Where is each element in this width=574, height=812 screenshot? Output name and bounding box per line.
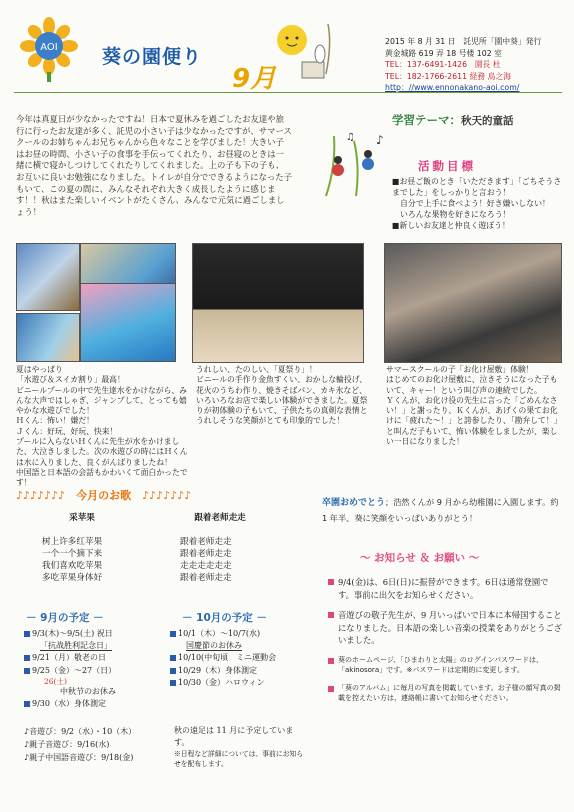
schedule-item: 10/29（木）身体測定 bbox=[178, 665, 258, 675]
goal-item: 自分で上手に食べよう！好き嫌いしない！ bbox=[400, 199, 550, 208]
october-schedule-title: － 10月の予定 － bbox=[182, 612, 267, 624]
theme-value: 秋天的童話 bbox=[461, 115, 514, 127]
notice-item bbox=[328, 609, 564, 647]
song-line: 树上许多红苹果 bbox=[42, 537, 103, 547]
photo-summer-festival bbox=[192, 243, 364, 363]
caption-haunted-house: サマースクールの子「お化け屋敷」体験！ はじめてのお化け屋敷に、泣きそうになった子もいて、キャー！という叫び声の連続でした。 Ｙくんが、お化け役の先生に言った「ごめんなさい！」と謝ったり、Ｋくんが、あげくの果てお化けに「疲れた〜！」と誇参したり、「勘弁して！」と叫んだ子もいて、怖い体験をしましたが、楽しい一日になりました！ bbox=[386, 365, 562, 447]
caption-water-play: 夏はやっぱり 「水遊び＆スイカ割り」最高！ ビニールプールの中で先生達水をかけながら、みんな大声ではしゃぎ、ジャンプして、とっても嬉やかな水遊びでした！ Ｈくん：怖い！嫌だ！ Ｊくん：好玩、好玩、快来！ プールに入らないＨくんに先生が水をかけました、大泣きしました。次の水遊びの時にはＨくんは水に入りました、良くがんばりましたね！ 中国語と日本語の会話もかわいくて面白かったです！ bbox=[16, 365, 188, 488]
schedule-item: 中秋节のお休み bbox=[60, 686, 116, 696]
logo-text: AOI bbox=[40, 42, 58, 53]
issue-line: 2015 年 8 月 31 日 託児所「園中葵」発行 bbox=[385, 37, 542, 46]
handwritten-correction: 26(土) bbox=[44, 676, 67, 686]
autumn-excursion-note bbox=[174, 725, 304, 769]
schedule-item: 10/1（木）～10/7(水) bbox=[178, 629, 261, 638]
theme-label: 学習テーマ： bbox=[392, 113, 461, 127]
schedule-item: 10/10(中旬頃 ミニ運動会 bbox=[178, 653, 277, 663]
svg-text:♪: ♪ bbox=[376, 133, 384, 147]
month-label: 9月 bbox=[232, 64, 277, 94]
notice-title: ～ お知らせ ＆ お願い ～ bbox=[360, 552, 480, 564]
schedule-item: 10/30（金）ハロウィン bbox=[178, 677, 265, 687]
schedule-item: 9/25（金）～27（日） bbox=[32, 665, 117, 675]
caption-summer-festival: うれしい、たのしい、「夏祭り」！ ビニールの手作り金魚すくい、おかしな輪投げ、花火のうちわ作り、焼きそばパン、カキ氷など、いろいろなお店で楽しい体験ができました。夏祭りが初体験の子もいて、子供たちの真剣な表情とうれしそうな笑顔がとても印象的でした！ bbox=[196, 365, 368, 426]
notice-item bbox=[328, 655, 564, 675]
schedule-item: 9/30（水）身体測定 bbox=[32, 699, 106, 709]
goal-item: ■お昼ご飯のとき「いただきます」「ごちそうさまでした」をしっかりと言おう！ bbox=[392, 177, 562, 197]
notice-item bbox=[328, 576, 564, 601]
notice-text: 「葵のアルバム」に毎月の写真を掲載しています。お子様の顔写真の掲載を控えたい方は、連絡帳に書いてお知らせください。 bbox=[338, 683, 561, 703]
autumn-note: ※日程など詳細については、事前にお知らせを配布します。 bbox=[174, 750, 304, 768]
graduation-text: ；浩然くんが 9 月から幼稚園に入園します。約 1 年半、葵に笑顔をいっぱいありがとう！ bbox=[322, 497, 559, 523]
music-play-schedule bbox=[24, 725, 174, 764]
september-schedule-title: － 9月の予定 － bbox=[26, 612, 104, 624]
september-schedule bbox=[24, 628, 170, 710]
song-2 bbox=[180, 512, 300, 584]
goal-item: ■新しいお友達と仲良く遊ぼう！ bbox=[392, 221, 510, 230]
learning-theme bbox=[392, 112, 514, 128]
song-of-month-title: ♪♪♪♪♪♪♪ 今月のお歌 ♪♪♪♪♪♪♪ bbox=[16, 489, 192, 502]
graduation-label: 卒園おめでとう bbox=[322, 498, 386, 508]
photo-water-play-1 bbox=[16, 243, 80, 311]
tel-2: TEL：182-1766-2611 経務 鳥之海 bbox=[385, 71, 511, 81]
photo-water-play-4 bbox=[80, 283, 176, 362]
song-1-title: 采苹果 bbox=[69, 513, 95, 523]
newsletter-title: 葵の園便り bbox=[102, 46, 203, 68]
notice-text: 9/4(金)は、6日(日)に振替ができます。6日は通常登園です。事前に出欠をお知らせください。 bbox=[338, 577, 549, 600]
aoi-logo bbox=[14, 16, 84, 82]
song-line: 走走走走走走 bbox=[180, 561, 232, 571]
header-divider bbox=[14, 92, 562, 93]
song-2-title: 跟着老师走走 bbox=[194, 513, 246, 523]
october-schedule bbox=[170, 628, 300, 689]
website-link[interactable]: http：//www.ennonakano-aoi.com/ bbox=[385, 83, 520, 92]
graduation-message bbox=[322, 495, 566, 526]
song-line: 一个一个摘下来 bbox=[42, 549, 103, 559]
autumn-line: 秋の遠足は 11 月に予定しています。 bbox=[174, 726, 294, 747]
schedule-item: 「抗战胜利記念日」 bbox=[40, 641, 112, 651]
tel-1: TEL：137-6491-1426 園長 杜 bbox=[385, 60, 501, 69]
notice-text: 音遊びの敬子先生が、9 月いっぱいで日本に本帰国することになりました。日本語の楽しい音楽の授業をありがとうございました。 bbox=[338, 610, 563, 645]
song-line: 跟着老师走走 bbox=[180, 573, 232, 583]
play-item: ♪親子音遊び：9/16(水) bbox=[24, 740, 110, 749]
schedule-item: 9/3(木)～9/5(土) 祝日 bbox=[32, 629, 113, 638]
song-1 bbox=[42, 512, 162, 584]
notice-list bbox=[328, 576, 564, 703]
activity-goals-title: 活動目標 bbox=[418, 159, 476, 173]
goal-item: いろんな果物を好きになろう！ bbox=[400, 210, 511, 219]
ants-music-illustration bbox=[316, 126, 396, 202]
notice-text: 葵のホームページ、「ひまわりと太陽」のログインパスワードは、「akinosora」です。※パスワードは定期的に変更します。 bbox=[338, 655, 543, 674]
address: 黄金城路 619 弄 18 号楼 102 室 bbox=[385, 48, 502, 58]
schedule-item: 9/21（月）敬老の日 bbox=[32, 653, 106, 663]
intro-text: 今年は真夏日が少なかったですね！日本で夏休みを過ごしたお友達や旅行に行ったお友達が多く、託児の小さい子は少なかったですが、サマースクールのお姉ちゃんお兄ちゃんから色々なことを学びました！大きい子はお昼の時間、小さい子の食事を手伝ってくれたり、お昼寝のときは一緒に横で寝かしつけしてくれたりしてくれました。上の子も下の子も、お互いに良いお勉強になりました。トイレが自分でできるようになった子もいて、この夏の間に、みんなそれぞれ大きく成長したように感じます！！秋はまた楽しいイベントがたくさん、みんなで元気に過ごしましょう！ bbox=[16, 114, 292, 217]
song-line: 多吃苹果身体好 bbox=[42, 573, 103, 583]
notice-item bbox=[328, 683, 564, 703]
schedule-item: 国慶節のお休み bbox=[186, 641, 242, 651]
song-line: 跟着老师走走 bbox=[180, 537, 232, 547]
song-line: 跟着老师走走 bbox=[180, 549, 232, 559]
song-line: 我们喜欢吃苹果 bbox=[42, 561, 103, 571]
svg-text:♫: ♫ bbox=[346, 132, 355, 143]
play-item: ♪音遊び：9/2（水）・10（木） bbox=[24, 727, 137, 736]
activity-goals-list bbox=[392, 176, 566, 231]
photo-water-play-2 bbox=[16, 313, 80, 362]
play-item: ♪親子中国語音遊び：9/18(金) bbox=[24, 753, 134, 762]
header-info bbox=[385, 36, 565, 94]
photo-haunted-house bbox=[384, 243, 562, 363]
